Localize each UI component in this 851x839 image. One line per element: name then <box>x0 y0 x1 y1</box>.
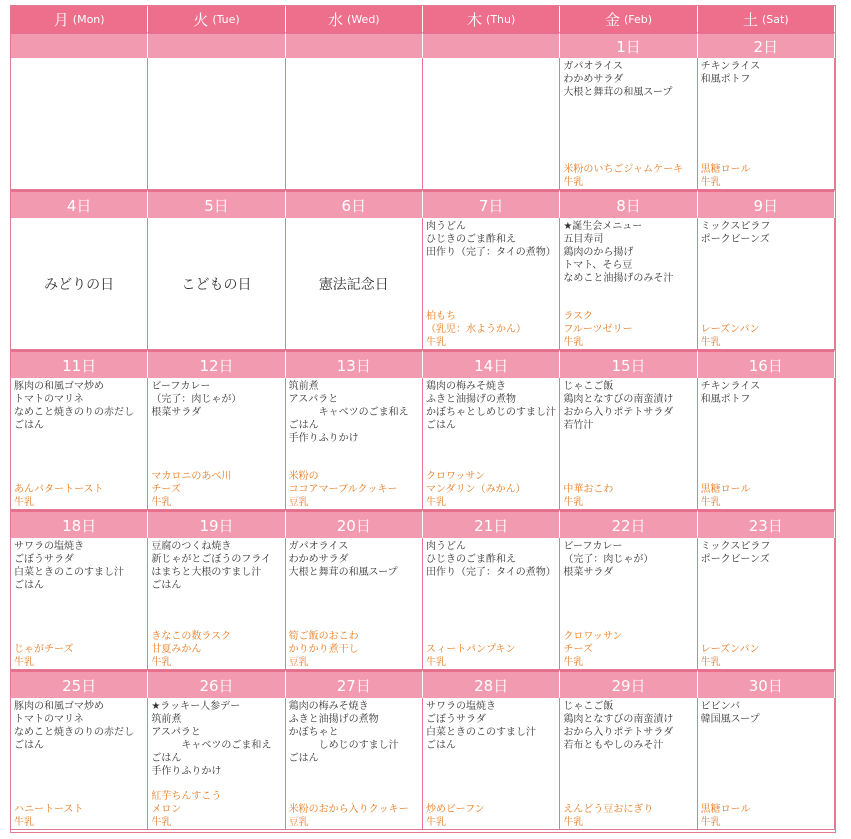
drink-item: 牛乳 <box>563 337 584 348</box>
menu-list <box>701 700 833 726</box>
snack-item: フルーツゼリー <box>563 324 633 335</box>
snack-list <box>426 310 558 349</box>
menu-list <box>14 380 146 432</box>
menu-item: （完了：肉じゃが） <box>151 394 242 405</box>
menu-list <box>426 380 558 432</box>
snack-item: えんどう豆おにぎり <box>563 804 654 815</box>
menu-item: なめこと焼きのりの赤だし <box>14 727 134 738</box>
menu-item: ふきと油揚げの煮物 <box>288 714 379 725</box>
weekday-en: (Wed) <box>347 12 380 26</box>
menu-item: 白菜ときのこのすまし汁 <box>425 727 536 738</box>
menu-item: （完了：肉じゃが） <box>563 554 654 565</box>
snack-list <box>701 163 833 189</box>
menu-item: かぼちゃとしめじのすまし汁 <box>425 407 556 418</box>
date-label: 4日 <box>11 190 148 218</box>
menu-item: 大根と舞茸の和風スープ <box>563 87 673 98</box>
menu-item: わかめサラダ <box>563 74 624 85</box>
date-label: 19日 <box>148 510 285 538</box>
day-cell <box>560 698 697 830</box>
menu-item: 田作り（完了：タイの煮物） <box>425 247 556 258</box>
menu-item: おから入りポテトサラダ <box>563 727 674 738</box>
drink-item: 牛乳 <box>563 177 584 188</box>
menu-list <box>151 540 283 592</box>
date-label: 25日 <box>11 670 148 698</box>
menu-list <box>563 60 695 99</box>
snack-item: クロワッサン <box>563 631 623 642</box>
weekday-label: 月 <box>53 10 69 29</box>
day-cell <box>286 698 423 830</box>
drink-item: 牛乳 <box>700 817 721 828</box>
snack-item: 柏もち <box>425 311 456 322</box>
date-label <box>11 32 148 58</box>
menu-item: 豆腐のつくね焼き <box>151 541 232 552</box>
snack-list <box>701 483 833 509</box>
menu-item: ごはん <box>151 580 182 591</box>
snack-item: 米粉のいちごジャムケーキ <box>563 164 684 175</box>
menu-item: ごはん <box>288 420 319 431</box>
menu-list <box>563 380 695 432</box>
menu-list <box>701 540 833 566</box>
menu-item: ごはん <box>425 420 456 431</box>
day-cell <box>423 378 560 510</box>
drink-item: 牛乳 <box>700 177 721 188</box>
header-fri <box>560 6 697 32</box>
menu-item: 鶏肉の梅みそ焼き <box>288 701 369 712</box>
day-cell <box>11 698 148 830</box>
menu-item: ふきと油揚げの煮物 <box>425 394 516 405</box>
drink-item: 牛乳 <box>700 337 721 348</box>
drink-item: 牛乳 <box>563 817 584 828</box>
weekday-en: (Sat) <box>762 12 789 26</box>
date-label: 20日 <box>286 510 423 538</box>
menu-item: じゃこご飯 <box>563 701 614 712</box>
weekday-en: (Thu) <box>486 12 516 26</box>
menu-item: ごはん <box>151 753 182 764</box>
snack-item: じゃがチーズ <box>14 644 74 655</box>
header-tue <box>148 6 285 32</box>
menu-item: チキンライス <box>700 61 761 72</box>
day-cell <box>286 218 423 350</box>
menu-item: ポークビーンズ <box>700 234 770 245</box>
day-cell <box>423 538 560 670</box>
menu-item: はまちと大根のすまし汁 <box>151 567 262 578</box>
menu-item: 五目寿司 <box>563 234 604 245</box>
menu-item: 豚肉の和風ゴマ炒め <box>14 701 104 712</box>
menu-list <box>426 700 558 752</box>
snack-item: 米粉のおから入りクッキー <box>288 804 409 815</box>
snack-item: 黒糖ロール <box>700 164 751 175</box>
snack-item: スィートパンプキン <box>425 644 516 655</box>
menu-item: 手作りふりかけ <box>288 433 359 444</box>
date-label: 2日 <box>698 32 835 58</box>
day-cell <box>698 58 835 190</box>
holiday-label: みどりの日 <box>44 276 115 293</box>
date-label: 8日 <box>560 190 697 218</box>
menu-item: 肉うどん <box>425 221 466 232</box>
menu-item: 鶏肉となすびの南蛮漬け <box>563 714 674 725</box>
menu-item: 和風ポトフ <box>700 394 751 405</box>
snack-item: ラスク <box>563 311 594 322</box>
menu-item: おから入りポテトサラダ <box>563 407 674 418</box>
menu-item: ★誕生会メニュー <box>563 221 643 232</box>
snack-item: メロン <box>151 804 182 815</box>
menu-item: ガパオライス <box>288 541 349 552</box>
drink-item: 牛乳 <box>563 657 584 668</box>
snack-item: レーズンパン <box>700 324 760 335</box>
weekday-label: 金 <box>604 10 620 29</box>
menu-item: 韓国風スープ <box>700 714 760 725</box>
menu-item: ガパオライス <box>563 61 623 72</box>
snack-list <box>426 470 558 509</box>
date-label: 13日 <box>286 350 423 378</box>
menu-item: じゃこご飯 <box>563 381 614 392</box>
snack-list <box>14 643 146 669</box>
date-label: 16日 <box>698 350 835 378</box>
date-label <box>148 32 285 58</box>
day-cell <box>11 378 148 510</box>
day-cell <box>11 538 148 670</box>
date-label <box>286 32 423 58</box>
snack-list <box>563 163 695 189</box>
menu-item: 若竹汁 <box>563 420 594 431</box>
snack-item: マカロニのあべ川 <box>151 471 232 482</box>
menu-list <box>563 700 695 752</box>
day-cell <box>698 698 835 830</box>
menu-item: 豚肉の和風ゴマ炒め <box>14 381 104 392</box>
day-cell <box>560 58 697 190</box>
menu-item: ごぼうサラダ <box>425 714 486 725</box>
weekday-label: 木 <box>467 10 483 29</box>
holiday-label: 憲法記念日 <box>318 276 389 293</box>
menu-item: 白菜ときのこのすまし汁 <box>14 567 124 578</box>
weekday-en: (Feb) <box>623 12 653 26</box>
menu-list <box>701 380 833 406</box>
menu-item: キャベツのごま和え <box>288 407 409 418</box>
day-cell <box>423 218 560 350</box>
drink-item: 牛乳 <box>425 817 446 828</box>
menu-item: 手作りふりかけ <box>151 766 222 777</box>
menu-item: 若布ともやしのみそ汁 <box>563 740 664 751</box>
date-label: 26日 <box>148 670 285 698</box>
menu-item: チキンライス <box>700 381 761 392</box>
day-cell <box>698 378 835 510</box>
menu-item: アスパラと <box>151 727 201 738</box>
menu-item: 根菜サラダ <box>563 567 614 578</box>
menu-list <box>563 220 695 285</box>
date-label: 29日 <box>560 670 697 698</box>
drink-item: 牛乳 <box>425 657 446 668</box>
menu-item: ★ラッキー人参デー <box>151 701 241 712</box>
snack-item: 黒糖ロール <box>700 484 751 495</box>
menu-item: ごぼうサラダ <box>14 554 74 565</box>
menu-item: 筑前煮 <box>151 714 182 725</box>
day-cell <box>148 698 285 830</box>
snack-item: マンダリン（みかん） <box>425 484 526 495</box>
day-cell <box>148 218 285 350</box>
menu-item: ひじきのごま酢和え <box>425 554 516 565</box>
header-sat <box>698 6 835 32</box>
menu-item: ごはん <box>425 740 456 751</box>
snack-list <box>563 803 695 829</box>
menu-item: 肉うどん <box>425 541 466 552</box>
menu-list <box>701 220 833 246</box>
drink-item: 牛乳 <box>14 657 34 668</box>
drink-item: 豆乳 <box>288 497 309 508</box>
menu-item: ミックスピラフ <box>700 541 771 552</box>
date-label: 21日 <box>423 510 560 538</box>
holiday-label: こどもの日 <box>181 276 252 293</box>
menu-list <box>289 540 421 579</box>
date-label: 27日 <box>286 670 423 698</box>
snack-list <box>701 803 833 829</box>
menu-item: ビビンバ <box>700 701 740 712</box>
snack-list <box>563 630 695 669</box>
menu-item: 田作り（完了：タイの煮物） <box>425 567 556 578</box>
menu-item: しめじのすまし汁 <box>288 740 399 751</box>
date-label: 12日 <box>148 350 285 378</box>
date-label: 1日 <box>560 32 697 58</box>
snack-item: チーズ <box>151 484 181 495</box>
snack-item: あんバタートースト <box>14 484 104 495</box>
snack-list <box>14 803 146 829</box>
menu-item: 鶏肉のから揚げ <box>563 247 634 258</box>
menu-item: なめこと焼きのりの赤だし <box>14 407 134 418</box>
menu-list <box>426 220 558 259</box>
drink-item: 牛乳 <box>14 817 34 828</box>
weekday-label: 土 <box>743 10 759 29</box>
snack-item: チーズ <box>563 644 593 655</box>
drink-item: 牛乳 <box>425 337 446 348</box>
lunch-calendar <box>10 5 836 833</box>
snack-item: ハニートースト <box>14 804 84 815</box>
snack-list <box>426 643 558 669</box>
menu-list <box>426 540 558 579</box>
day-cell <box>286 378 423 510</box>
snack-item: 米粉の <box>288 471 319 482</box>
date-label: 7日 <box>423 190 560 218</box>
weekday-en: (Mon) <box>72 12 105 26</box>
menu-item: わかめサラダ <box>288 554 349 565</box>
menu-item: サワラの塩焼き <box>425 701 496 712</box>
date-label: 30日 <box>698 670 835 698</box>
drink-item: 牛乳 <box>563 497 584 508</box>
weekday-en: (Tue) <box>212 12 240 26</box>
drink-item: 牛乳 <box>14 497 34 508</box>
date-label: 22日 <box>560 510 697 538</box>
snack-list <box>563 483 695 509</box>
date-label: 15日 <box>560 350 697 378</box>
snack-list <box>289 803 421 829</box>
date-label <box>423 32 560 58</box>
menu-item: 和風ポトフ <box>700 74 751 85</box>
snack-list <box>289 470 421 509</box>
day-cell <box>286 58 423 190</box>
day-cell <box>286 538 423 670</box>
menu-item: キャベツのごま和え <box>151 740 272 751</box>
menu-item: トマト、そら豆 <box>563 260 633 271</box>
menu-item: 鶏肉となすびの南蛮漬け <box>563 394 674 405</box>
snack-item: レーズンパン <box>700 644 760 655</box>
snack-item: 甘夏みかん <box>151 644 202 655</box>
menu-item: 根菜サラダ <box>151 407 202 418</box>
weekday-label: 火 <box>193 10 209 29</box>
menu-item: ポークビーンズ <box>700 554 770 565</box>
drink-item: 豆乳 <box>288 817 309 828</box>
menu-item: 新じゃがとごぼうのフライ <box>151 554 272 565</box>
snack-item: きなこの数ラスク <box>151 631 232 642</box>
menu-item: なめこと油揚げのみそ汁 <box>563 273 674 284</box>
date-label: 9日 <box>698 190 835 218</box>
menu-item: サワラの塩焼き <box>14 541 84 552</box>
snack-item: （乳児：水ようかん） <box>425 324 526 335</box>
snack-list <box>426 803 558 829</box>
date-label: 18日 <box>11 510 148 538</box>
drink-item: 牛乳 <box>425 497 446 508</box>
header-thu <box>423 6 560 32</box>
menu-item: ひじきのごま酢和え <box>425 234 516 245</box>
menu-list <box>289 380 421 445</box>
date-label: 23日 <box>698 510 835 538</box>
date-label: 5日 <box>148 190 285 218</box>
header-mon <box>11 6 148 32</box>
drink-item: 牛乳 <box>700 497 721 508</box>
day-cell <box>560 538 697 670</box>
snack-list <box>151 790 283 829</box>
weekday-label: 水 <box>328 10 344 29</box>
date-label: 14日 <box>423 350 560 378</box>
menu-list <box>701 60 833 86</box>
day-cell <box>698 538 835 670</box>
snack-list <box>14 483 146 509</box>
day-cell <box>11 218 148 350</box>
menu-list <box>563 540 695 579</box>
day-cell <box>11 58 148 190</box>
menu-item: ごはん <box>288 753 319 764</box>
snack-item: クロワッサン <box>425 471 485 482</box>
menu-list <box>151 380 283 419</box>
snack-list <box>563 310 695 349</box>
snack-item: 筍ご飯のおこわ <box>288 631 359 642</box>
snack-list <box>701 643 833 669</box>
snack-list <box>151 470 283 509</box>
menu-item: ごはん <box>14 740 44 751</box>
day-cell <box>560 378 697 510</box>
header-wed <box>286 6 423 32</box>
date-label: 11日 <box>11 350 148 378</box>
day-cell <box>423 698 560 830</box>
day-cell <box>148 538 285 670</box>
menu-item: 鶏肉の梅みそ焼き <box>425 381 506 392</box>
snack-item: 紅芋ちんすこう <box>151 791 222 802</box>
menu-item: ビーフカレー <box>151 381 211 392</box>
drink-item: 豆乳 <box>288 657 309 668</box>
menu-item: 大根と舞茸の和風スープ <box>288 567 398 578</box>
snack-item: 炒めビーフン <box>425 804 485 815</box>
snack-item: 黒糖ロール <box>700 804 751 815</box>
menu-item: トマトのマリネ <box>14 714 84 725</box>
snack-item: 中華おこわ <box>563 484 614 495</box>
menu-item: アスパラと <box>288 394 339 405</box>
menu-list <box>289 700 421 765</box>
menu-item: ミックスピラフ <box>700 221 771 232</box>
snack-list <box>151 630 283 669</box>
drink-item: 牛乳 <box>151 817 172 828</box>
menu-item: ビーフカレー <box>563 541 623 552</box>
menu-item: かぼちゃと <box>288 727 339 738</box>
drink-item: 牛乳 <box>151 657 172 668</box>
menu-list <box>151 700 283 778</box>
menu-item: ごはん <box>14 580 44 591</box>
date-label: 6日 <box>286 190 423 218</box>
day-cell <box>148 58 285 190</box>
menu-list <box>14 540 146 592</box>
day-cell <box>148 378 285 510</box>
day-cell <box>698 218 835 350</box>
menu-item: トマトのマリネ <box>14 394 84 405</box>
menu-item: ごはん <box>14 420 44 431</box>
drink-item: 牛乳 <box>151 497 172 508</box>
snack-item: ココアマーブルクッキー <box>288 484 398 495</box>
day-cell <box>423 58 560 190</box>
day-cell <box>560 218 697 350</box>
snack-list <box>289 630 421 669</box>
date-label: 28日 <box>423 670 560 698</box>
menu-list <box>14 700 146 752</box>
menu-item: 筑前煮 <box>288 381 319 392</box>
snack-list <box>701 323 833 349</box>
snack-item: かりかり煮干し <box>288 644 359 655</box>
drink-item: 牛乳 <box>700 657 721 668</box>
